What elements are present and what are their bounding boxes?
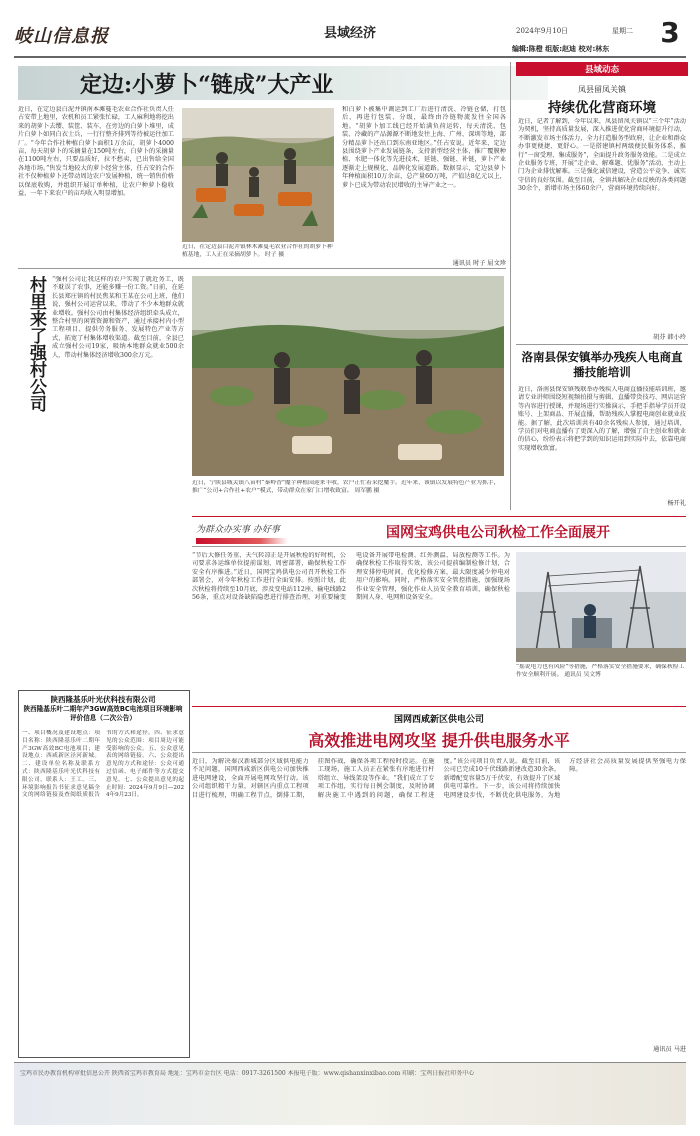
- lead-divider: [18, 268, 506, 269]
- story2-byline: 杨开礼: [667, 500, 686, 507]
- lead-photo-caption: 近日，在定边县白泥井镇林木滩蔓毛农业合作社的胡萝卜种植基地，工人正在采摘胡萝卜。 时子 摄: [182, 244, 333, 258]
- middle-headline: 国网宝鸡供电公司秋检工作全面展开: [386, 525, 610, 541]
- page-number: 3: [660, 16, 680, 49]
- substation-caption: “摇说电力也有风险”等措施，严格落实安全措施要求，确保秋检工作安全顺利开展。 通讯员 吴文博: [516, 664, 685, 678]
- inset-photo-caption: 近日，宁陕县城关镇八亩村“秦岭香”魔芋种植园迎来丰收，农户正忙着采挖魔芋。近年来，该镇以发展特色产业为抓手，推广“公司+合作社+农户”模式，带动群众在家门口增收致富。 周军鹏 摄: [192, 480, 500, 494]
- middle-top-rule: [192, 516, 686, 517]
- issue-weekday: 星期二: [612, 27, 633, 35]
- bottom-story-kicker: 国网西咸新区供电公司: [393, 715, 484, 725]
- masthead-rule: [14, 56, 686, 58]
- substation-photo: [516, 552, 686, 662]
- lead-body-col1: 近日，在定边县白泥井镇南本滩蔓毛农业合作社负责人任占安带上地里，农机和员工紧张忙碌，工人麻利地将挖出来的胡萝卜去缨、装筐、装车，在旁边的白萝卜堆里，成片白萝卜如同白衣士兵，一行行整齐排列等待被运往加工厂。“今年合作社种植白萝卜面积1万余亩，胡萝卜4000亩，每天胡萝卜的采摘量在150吨左右，白萝卜的采摘量在1100吨左右，只要品质好，拉不愁卖，已出售给全国各地市场。”售发当地较大的萝卜经营主体，任占安的合作社不仅种植萝卜还带动周边农户发展种植，统一销售价格以保底收购，并组织开展订单种植，让农户种萝卜稳收益，一年下来农户的亩均收入明显增加。: [18, 106, 174, 198]
- issue-date: 2024年9月10日: [516, 27, 569, 35]
- story1-title: 持续优化营商环境: [548, 100, 656, 116]
- bottom-story-headline: 高效推进电网攻坚 提升供电服务水平: [308, 731, 570, 750]
- notice-body: 一、项目概况及建设地点：项目名称：陕西隆基乐叶二期年产3GW高效BC电池项目；建设地点：西咸新区泾河新城。二、建设单位名称及联系方式：陕西隆基乐叶光伏科技有限公司，联系人：王工。三、环境影响报告书征求意见稿全文的网络链接及查阅纸质报告书的方式和途径。四、征求意见的公众范围：项目周边可能受影响的公众。五、公众意见表的网络链接。六、公众提出意见的方式和途径：公众可通过信函、电子邮件等方式提交意见。七、公众提出意见的起止时间：2024年9月9日—2024年9月23日。: [22, 730, 184, 799]
- bottom-story-headline-rule: [192, 752, 686, 753]
- slogan-logo-underline: [196, 538, 288, 544]
- bottom-story-byline: 通讯员 马进: [653, 1046, 686, 1053]
- vertical-divider: [510, 62, 511, 510]
- side-feature-title: 村里来了强村公司: [26, 276, 46, 412]
- middle-headline-rule: [192, 546, 686, 547]
- notice-title: 陕西隆基乐叶光伏科技有限公司: [50, 695, 156, 704]
- konjac-harvest-photo: [192, 276, 504, 476]
- footer-ad-text: 宝鸡市民办教育机构审批信息公开 陕西省宝鸡市教育局 地址：宝鸡市金台区 电话：0917-3261500 本报电子版：www.qishanxinxibao.com 印刷：宝鸡日报社印务中心: [20, 1070, 475, 1077]
- bottom-story-top-rule: [192, 706, 686, 707]
- section-label: 县域动态: [584, 65, 619, 75]
- story1-byline: 胡芬 韩小玲: [653, 334, 686, 341]
- notice-subtitle: 陕西隆基乐叶二期年产3GW高效BC电池项目环境影响评价信息（二次公告）: [23, 705, 183, 722]
- editor-credits: 编辑:陈橙 组版:赵迪 校对:林东: [512, 45, 610, 53]
- side-feature-body: “强村公司让我这样的农户实现了就近务工，既不耽误了农事，还能多赚一份工资。”日前，在延长县郑庄镇的村民焦某和王某在公司上班，他们说，强村公司运营以来，带动了不少本地群众就业增收。强村公司由村集体经济组织牵头成立，整合村里的闲置资源和资产，通过承接村内小型工程项目、提供劳务服务、发展特色产业等方式，拓宽了村集体增收渠道。截至目前，全县已成立强村公司19家，吸纳本地群众就业500余人，带动村集体经济增收300余万元。: [52, 276, 184, 359]
- lead-byline: 通讯员 时子 屈文珍: [452, 260, 506, 267]
- right-col-divider: [516, 344, 688, 345]
- story1-body: 近日，记者了解到，今年以来，凤县留凤关镇以“三个年”活动为契机，坚持高质量发展，深入推进优化营商环境提升行动，不断激发市场主体活力，全力打造服务型政府，让企业和群众办事更便捷、更舒心。一是搭建镇村两级便民服务体系，推行“一窗受理、集成服务”，全面提升政务服务效能。二是成立企业服务专班，开展“走企业、解难题、优服务”活动，主动上门为企业排忧解难。三是强化诚信建设，营造公平竞争、诚实守信的良好氛围。截至目前，全镇共解决企业反映的各类问题30余个，新增市场主体60余户，营商环境持续向好。: [518, 118, 686, 193]
- lead-body-col2: 和白萝卜被集中调运到工厂后进行清洗、冷链仓储，打包后，再进行包装、分级，最终由冷链物流发往全国各地。“胡萝卜加工线已经开始满负荷运转，每天清洗、包装、冷藏的产品源源不断地发往上海、广州、深圳等地，部分精品萝卜还出口到东南亚地区。”任占安说。近年来，定边县围绕萝卜产业发展链条，支持新型经营主体，推广覆膜种植、水肥一体化等先进技术，延链、强链、补链，萝卜产业逐渐走上规模化、品牌化发展道路。数据显示，定边县萝卜年种植面积10万余亩，总产量60万吨，产值达8亿元以上，萝卜已成为带动农民增收的主导产业之一。: [342, 106, 506, 189]
- story2-body: 近日，洛南县保安镇残联举办残疾人电商直播技能培训班，邀请专业讲师围绕短视频拍摄与剪辑、直播带货技巧、网店运营等内容进行授课，并现场进行实操演示，手把手指导学员开设账号、上架商品、开展直播，帮助残疾人掌握电商创业就业技能。据了解，此次培训共有40余名残疾人参加，通过培训，学员们对电商直播有了更深入的了解，增强了自主创业和就业的信心，纷纷表示将把学到的知识运用到实际中去，依靠电商实现增收致富。: [518, 386, 686, 452]
- bottom-story-body: 近日，为解决秦汉新城部分区域供电能力不足问题，国网西咸新区供电公司加快推进电网建设，全面开展电网攻坚行动。该公司组织精干力量，对辖区内重点工程项目进行梳理，明确工程节点，倒排工期，挂图作战，确保各项工程按时投运。在施工现场，施工人员正在紧张有序地进行杆塔组立、导线架设等作业。“我们成立了专项工作组，实行每日例会制度，及时协调解决施工中遇到的问题，确保工程进度。”该公司项目负责人说。截至目前，该公司已完成10千伏线路新建改造30余条，新增配变容量5万千伏安，有效提升了区域供电可靠性。下一步，该公司将持续加快电网建设步伐，不断优化供电服务，为地方经济社会高质量发展提供坚强电力保障。: [192, 758, 686, 799]
- carrot-harvest-photo: [182, 108, 334, 242]
- paper-logo: 岐山信息报: [14, 26, 109, 47]
- story2-title: 洛南县保安镇举办残疾人电商直播技能培训: [521, 350, 683, 379]
- story1-kicker: 凤县留凤关镇: [578, 85, 626, 94]
- middle-body: “节后大修任务重，天气转凉正是开展秋检的好时机，公司要求各运维单位提前谋划、周密部署，确保秋检工作安全有序推进。”近日，国网宝鸡供电公司召开秋检工作部署会，对今年秋检工作进行全面安排。按照计划，此次秋检将持续至10月底，涉及变电站112座、输电线路256条，重点对设备缺陷隐患进行排查治理，对重要输变电设备开展带电检测、红外测温、局放检测等工作。为确保秋检工作取得实效，该公司提前编制检修计划，合理安排停电时间，优化检修方案，最大限度减少停电对用户的影响。同时，严格落实安全管控措施，加强现场作业安全管理，强化作业人员安全教育培训，确保秋检期间人身、电网和设备安全。: [192, 552, 510, 602]
- slogan-logo: 为群众办实事 办好事: [196, 525, 280, 535]
- section-title: 县域经济: [323, 26, 376, 41]
- lead-headline: 定边:小萝卜“链成”大产业: [80, 72, 334, 98]
